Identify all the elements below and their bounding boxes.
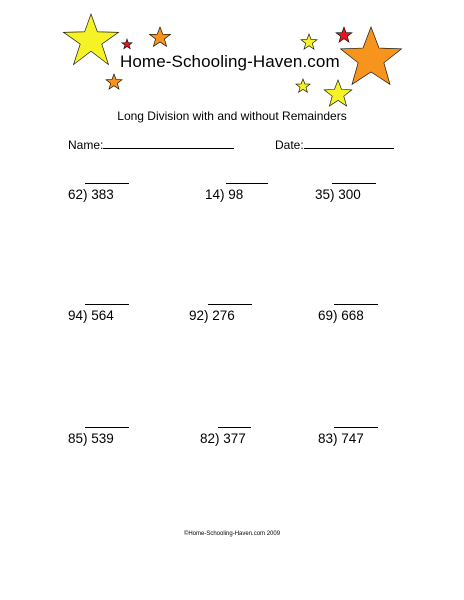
star-icon bbox=[122, 39, 132, 49]
dividend: 747 bbox=[341, 431, 364, 446]
divisor: 62 bbox=[68, 187, 84, 202]
star-icon bbox=[63, 14, 118, 65]
division-bar bbox=[218, 427, 251, 428]
division-problem: 83) 747 bbox=[318, 431, 364, 446]
name-field[interactable] bbox=[68, 137, 234, 152]
division-bar bbox=[208, 304, 252, 305]
star-icon bbox=[341, 27, 402, 84]
divisor: 94 bbox=[68, 308, 84, 323]
star-icon bbox=[324, 80, 352, 106]
dividend: 668 bbox=[341, 308, 364, 323]
star-icon bbox=[296, 79, 310, 92]
dividend: 564 bbox=[91, 308, 114, 323]
star-icon bbox=[106, 74, 122, 89]
date-field[interactable] bbox=[275, 137, 394, 152]
division-problem: 14) 98 bbox=[205, 187, 244, 202]
division-problem: 69) 668 bbox=[318, 308, 364, 323]
divisor: 14 bbox=[205, 187, 221, 202]
division-problem: 35) 300 bbox=[315, 187, 361, 202]
division-bar bbox=[226, 183, 268, 184]
division-problem: 92) 276 bbox=[189, 308, 235, 323]
name-blank[interactable] bbox=[103, 137, 234, 149]
dividend: 276 bbox=[212, 308, 235, 323]
division-bar bbox=[334, 427, 378, 428]
date-blank[interactable] bbox=[304, 137, 394, 149]
worksheet-title: Long Division with and without Remainders bbox=[117, 109, 347, 123]
divisor: 83 bbox=[318, 431, 334, 446]
division-problem: 82) 377 bbox=[200, 431, 246, 446]
date-label: Date: bbox=[275, 138, 304, 152]
divisor: 69 bbox=[318, 308, 334, 323]
division-bar bbox=[332, 183, 376, 184]
division-bar bbox=[85, 183, 129, 184]
division-bar bbox=[85, 427, 129, 428]
division-bar bbox=[334, 304, 378, 305]
divisor: 92 bbox=[189, 308, 205, 323]
division-bar bbox=[85, 304, 129, 305]
star-icon bbox=[336, 27, 352, 42]
star-icon bbox=[301, 34, 317, 49]
dividend: 539 bbox=[91, 431, 114, 446]
divisor: 35 bbox=[315, 187, 331, 202]
star-icon bbox=[150, 27, 171, 46]
division-problem: 62) 383 bbox=[68, 187, 114, 202]
divisor: 82 bbox=[200, 431, 216, 446]
divisor: 85 bbox=[68, 431, 84, 446]
name-label: Name: bbox=[68, 138, 104, 152]
dividend: 300 bbox=[338, 187, 361, 202]
site-title: Home-Schooling-Haven.com bbox=[120, 52, 340, 71]
copyright-footer: ©Home-Schooling-Haven.com 2009 bbox=[183, 531, 281, 537]
division-problem: 85) 539 bbox=[68, 431, 114, 446]
dividend: 383 bbox=[91, 187, 114, 202]
dividend: 377 bbox=[223, 431, 246, 446]
division-problem: 94) 564 bbox=[68, 308, 114, 323]
dividend: 98 bbox=[228, 187, 244, 202]
